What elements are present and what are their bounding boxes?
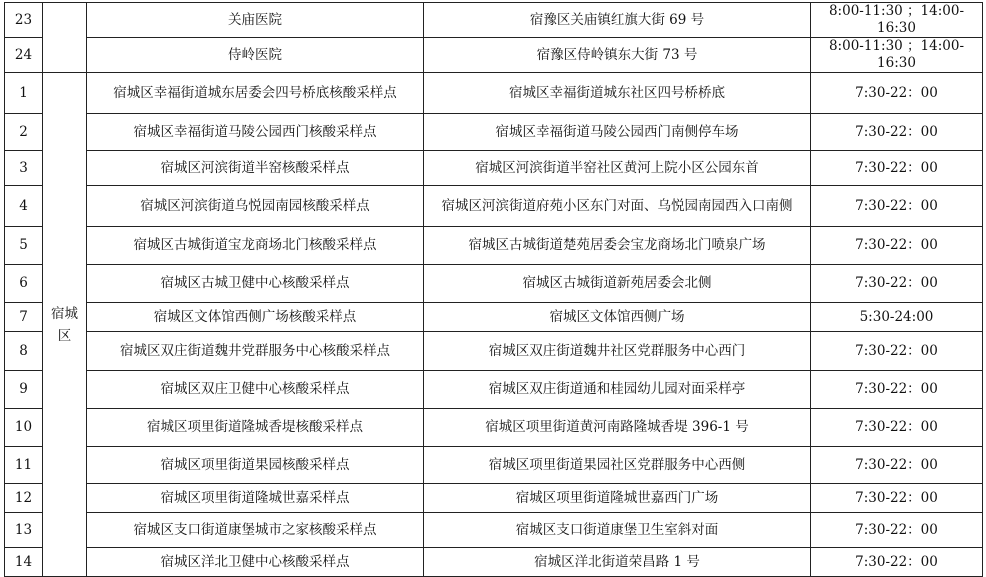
table-row (5, 484, 983, 513)
table-row (5, 265, 983, 303)
site-name: 宿城区古城卫健中心核酸采样点 (87, 265, 424, 303)
table-row (5, 186, 983, 227)
row-number: 7 (5, 303, 43, 332)
site-address: 宿城区项里街道隆城世嘉西门广场 (424, 484, 811, 513)
site-address: 宿豫区侍岭镇东大街 73 号 (424, 38, 811, 73)
site-hours: 7:30-22：00 (811, 151, 983, 186)
site-address: 宿豫区关庙镇红旗大街 69 号 (424, 3, 811, 38)
site-name: 宿城区支口街道康堡城市之家核酸采样点 (87, 513, 424, 548)
site-name: 宿城区幸福街道城东居委会四号桥底核酸采样点 (87, 73, 424, 114)
site-name: 宿城区双庄卫健中心核酸采样点 (87, 371, 424, 409)
site-name: 宿城区洋北卫健中心核酸采样点 (87, 548, 424, 577)
site-hours: 7:30-22：00 (811, 484, 983, 513)
row-number: 1 (5, 73, 43, 114)
site-address: 宿城区双庄街道魏井社区党群服务中心西门 (424, 332, 811, 371)
site-hours: 7:30-22：00 (811, 227, 983, 265)
district-cell: 宿城区 (43, 73, 87, 577)
site-name: 宿城区项里街道隆城世嘉采样点 (87, 484, 424, 513)
table-row (5, 409, 983, 447)
site-hours: 7:30-22：00 (811, 186, 983, 227)
site-name: 宿城区古城街道宝龙商场北门核酸采样点 (87, 227, 424, 265)
table-row (5, 548, 983, 577)
site-hours: 7:30-22：00 (811, 73, 983, 114)
site-hours: 7:30-22：00 (811, 265, 983, 303)
site-hours: 7:30-22：00 (811, 114, 983, 151)
row-number: 24 (5, 38, 43, 73)
table-row (5, 371, 983, 409)
row-number: 23 (5, 3, 43, 38)
table-row (5, 447, 983, 484)
site-hours: 7:30-22：00 (811, 409, 983, 447)
site-address: 宿城区项里街道果园社区党群服务中心西侧 (424, 447, 811, 484)
row-number: 13 (5, 513, 43, 548)
site-name: 宿城区河滨街道半窑核酸采样点 (87, 151, 424, 186)
table-row (5, 38, 983, 73)
site-hours: 8:00-11:30 ；14:00-16:30 (811, 38, 983, 73)
row-number: 3 (5, 151, 43, 186)
row-number: 2 (5, 114, 43, 151)
site-address: 宿城区双庄街道通和桂园幼儿园对面采样亭 (424, 371, 811, 409)
site-name: 宿城区项里街道果园核酸采样点 (87, 447, 424, 484)
table-body (5, 3, 983, 577)
site-address: 宿城区幸福街道马陵公园西门南侧停车场 (424, 114, 811, 151)
site-hours: 7:30-22：00 (811, 548, 983, 577)
row-number: 9 (5, 371, 43, 409)
site-hours: 7:30-22：00 (811, 332, 983, 371)
row-number: 6 (5, 265, 43, 303)
site-name: 宿城区项里街道隆城香堤核酸采样点 (87, 409, 424, 447)
district-cell-empty (43, 3, 87, 73)
site-name: 关庙医院 (87, 3, 424, 38)
site-hours: 8:00-11:30 ；14:00-16:30 (811, 3, 983, 38)
site-hours: 7:30-22：00 (811, 447, 983, 484)
row-number: 4 (5, 186, 43, 227)
row-number: 8 (5, 332, 43, 371)
table-row (5, 332, 983, 371)
site-address: 宿城区幸福街道城东社区四号桥桥底 (424, 73, 811, 114)
table-row (5, 3, 983, 38)
site-name: 宿城区幸福街道马陵公园西门核酸采样点 (87, 114, 424, 151)
row-number: 11 (5, 447, 43, 484)
row-number: 5 (5, 227, 43, 265)
table-row (5, 303, 983, 332)
site-name: 宿城区双庄街道魏井党群服务中心核酸采样点 (87, 332, 424, 371)
site-address: 宿城区河滨街道半窑社区黄河上院小区公园东首 (424, 151, 811, 186)
site-address: 宿城区文体馆西侧广场 (424, 303, 811, 332)
row-number: 14 (5, 548, 43, 577)
table-row (5, 513, 983, 548)
testing-sites-table (4, 2, 983, 577)
row-number: 12 (5, 484, 43, 513)
row-number: 10 (5, 409, 43, 447)
site-name: 宿城区文体馆西侧广场核酸采样点 (87, 303, 424, 332)
site-address: 宿城区古城街道新苑居委会北侧 (424, 265, 811, 303)
site-address: 宿城区洋北街道荣昌路 1 号 (424, 548, 811, 577)
table-row (5, 151, 983, 186)
site-name: 侍岭医院 (87, 38, 424, 73)
site-address: 宿城区项里街道黄河南路隆城香堤 396-1 号 (424, 409, 811, 447)
site-address: 宿城区古城街道楚苑居委会宝龙商场北门喷泉广场 (424, 227, 811, 265)
table-row (5, 227, 983, 265)
site-address: 宿城区河滨街道府苑小区东门对面、乌悦园南园西入口南侧 (424, 186, 811, 227)
site-name: 宿城区河滨街道乌悦园南园核酸采样点 (87, 186, 424, 227)
site-hours: 7:30-22：00 (811, 371, 983, 409)
site-hours: 7:30-22：00 (811, 513, 983, 548)
site-address: 宿城区支口街道康堡卫生室斜对面 (424, 513, 811, 548)
table-row (5, 114, 983, 151)
table-row (5, 73, 983, 114)
site-hours: 5:30-24:00 (811, 303, 983, 332)
